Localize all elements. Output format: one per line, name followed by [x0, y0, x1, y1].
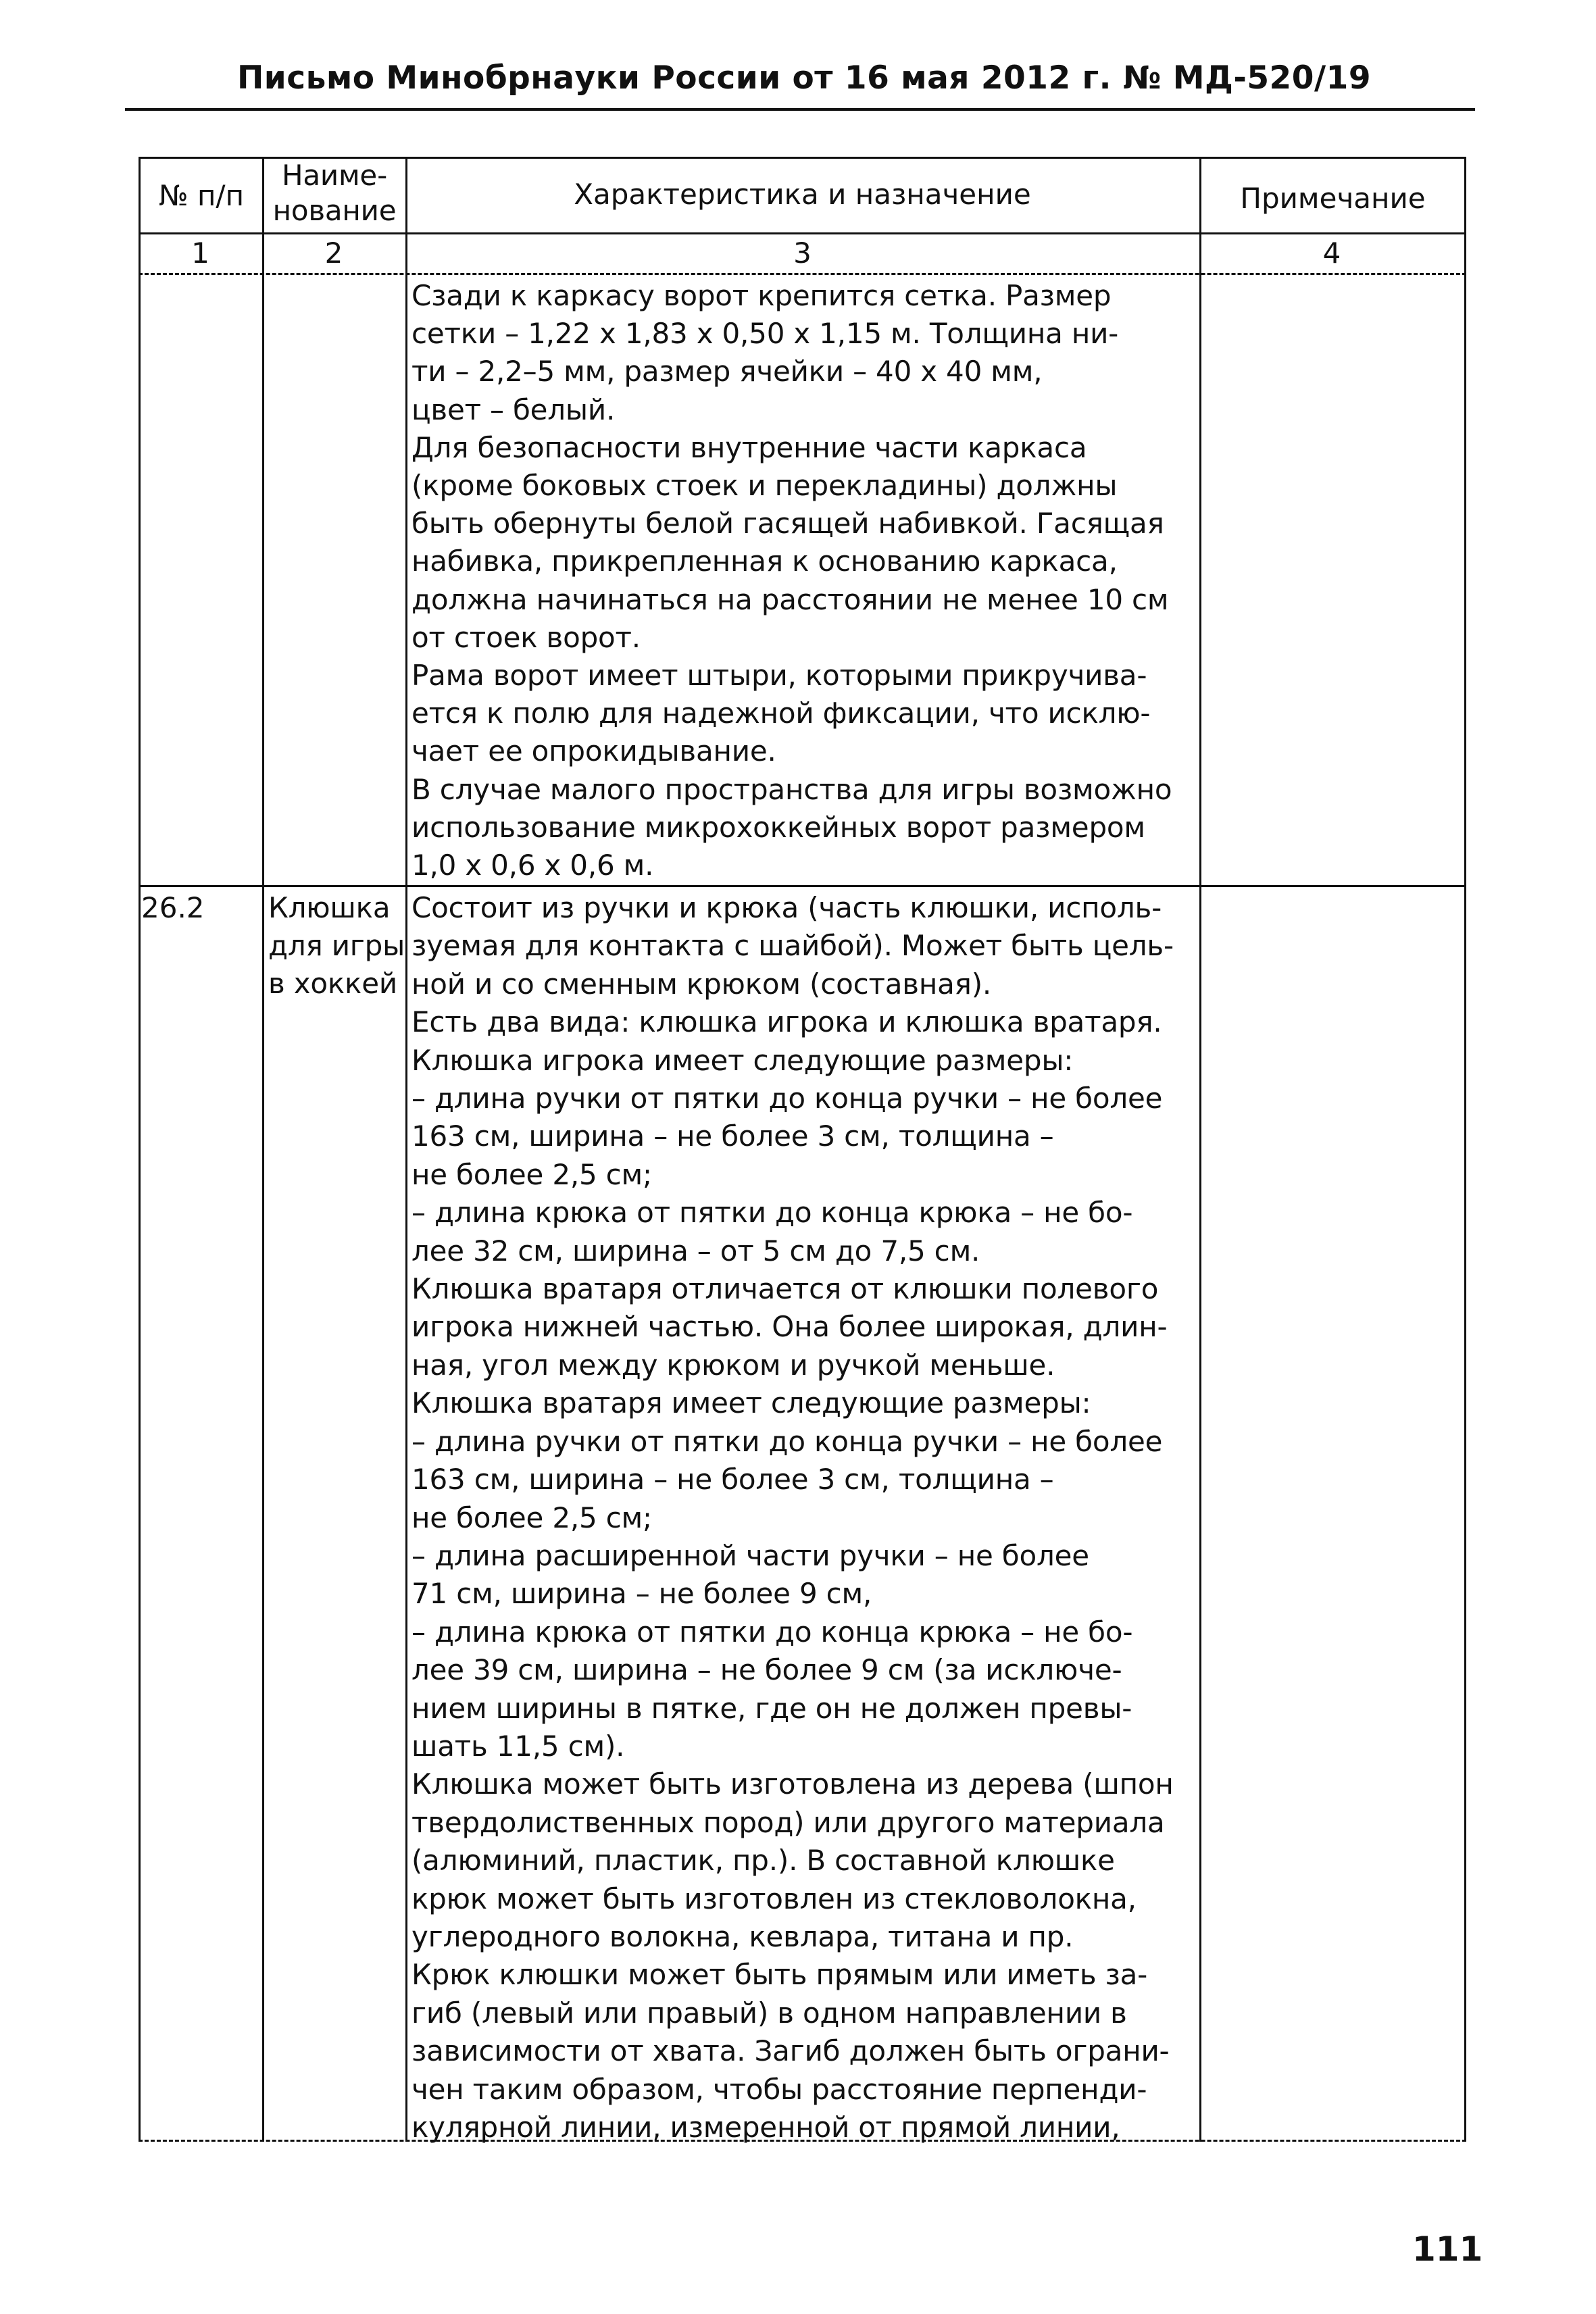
row-1-description: Сзади к каркасу ворот крепится сетка. Размер сетки – 1,22 х 1,83 х 0,50 х 1,15 м. Толщина ни- ти – 2,2–5 мм, размер ячейки – 40 х 40 мм, цвет – белый. Для безопасности внутренние части каркаса (кроме боковых стоек и перекладины) должны быть обернуты белой гасящей набивкой. Гасящая набивка, прикрепленная к основанию каркаса, должна начинаться на расстоянии не менее 10 см от стоек ворот. Рама ворот имеет штыри, которыми прикручива- ется к полю для надежной фиксации, что исклю- чает ее опрокидывание. В случае малого пространства для игры возможно использование микрохоккейных ворот размером 1,0 х 0,6 х 0,6 м.: [412, 279, 1172, 882]
column-number-4: 4: [1322, 236, 1341, 270]
row-2-num: 26.2: [141, 891, 205, 924]
column-number-2: 2: [324, 236, 343, 270]
spec-table: [139, 157, 1467, 2142]
column-number-1: 1: [191, 236, 209, 270]
column-header-num: № п/п: [158, 179, 245, 212]
column-header-description: Характеристика и назначение: [574, 178, 1031, 211]
table-border-right: [1464, 157, 1466, 2142]
table-colnum-rule: [139, 273, 1466, 275]
row-2-name: Клюшка для игры в хоккей: [268, 891, 405, 1000]
table-border-left: [139, 157, 141, 2142]
table-divider-col3: [1199, 157, 1201, 2142]
table-row-divider: [139, 885, 1466, 887]
document-header: Письмо Минобрнауки России от 16 мая 2012 г. № МД-520/19: [236, 59, 1372, 97]
column-header-name: Наиме- нование: [272, 159, 397, 227]
table-divider-col1: [262, 157, 264, 2142]
row-2-description: Состоит из ручки и крюка (часть клюшки, исполь- зуемая для контакта с шайбой). Может быть цель- ной и со сменным крюком (составная). Есть два вида: клюшка игрока и клюшка вратаря. Клюшка игрока имеет следующие размеры: – длина ручки от пятки до конца ручки – не более 163 см, ширина – не более 3 см, толщина – не более 2,5 см; – длина крюка от пятки до конца крюка – не бо- лее 32 см, ширина – от 5 см до 7,5 см. Клюшка вратаря отличается от клюшки полевого игрока нижней частью. Она более широкая, длин- ная, угол между крюком и ручкой меньше. Клюшка вратаря имеет следующие размеры: – длина ручки от пятки до конца ручки – не более 163 см, ширина – не более 3 см, толщина – не более 2,5 см; – длина расширенной части ручки – не более 71 см, ширина – не более 9 см, – длина крюка от пятки до конца крюка – не бо- лее 39 см, ширина – не более 9 см (за исключе- нием ширины в пятке, где он не должен превы- шать 11,5 см). Клюшка может быть изготовлена из дерева (шпон твердолиственных пород) или другого материала (алюминий, пластик, пр.). В составной клюшке крюк может быть изготовлен из стекловолокна, углеродного волокна, кевлара, титана и пр. Крюк клюшки может быть прямым или иметь за- гиб (левый или правый) в одном направлении в зависимости от хвата. Загиб должен быть ограни- чен таким образом, чтобы расстояние перпенди- кулярной линии, измеренной от прямой линии,: [412, 891, 1174, 2144]
table-divider-col2: [405, 157, 407, 2142]
column-number-3: 3: [793, 236, 812, 270]
column-header-note: Примечание: [1240, 182, 1426, 215]
header-rule: [125, 108, 1475, 111]
page-number: 111: [1412, 2230, 1483, 2269]
